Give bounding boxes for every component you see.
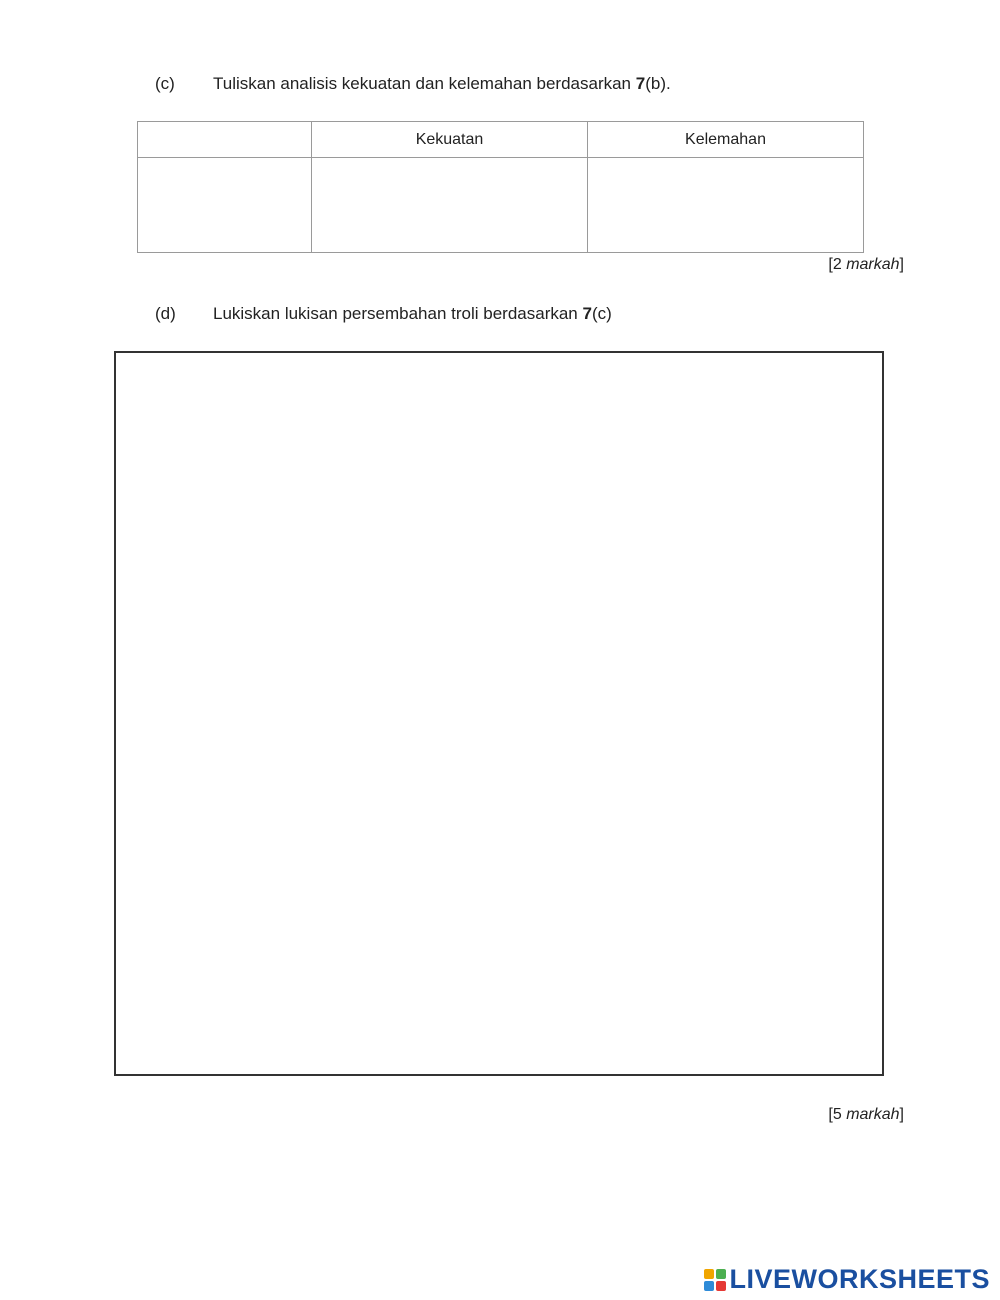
question-d-label: (d) [155, 304, 176, 323]
question-c-text: Tuliskan analisis kekuatan dan kelemahan berdasarkan [213, 74, 636, 93]
logo-square-red [716, 1281, 726, 1291]
marks-d-word: markah [846, 1106, 900, 1123]
marks-d-open: [5 [828, 1106, 847, 1123]
table-header-blank [138, 122, 312, 158]
question-c-ref-end: . [665, 74, 671, 93]
logo-square-blue [704, 1281, 714, 1291]
drawing-answer-box[interactable] [114, 351, 884, 1076]
question-c-label: (c) [155, 74, 175, 93]
brand-name: LIVEWORKSHEETS [729, 1264, 990, 1294]
table-header-kelemahan: Kelemahan [588, 122, 864, 158]
logo-square-green [716, 1269, 726, 1279]
question-c [155, 74, 671, 94]
question-c-ref-num: 7 [635, 74, 646, 93]
table-cell-label [138, 158, 312, 253]
marks-c-open: [2 [828, 256, 847, 273]
question-c-ref-sub: (b) [645, 74, 666, 93]
question-d-ref-sub: (c) [591, 304, 612, 323]
question-d [155, 304, 612, 324]
table-row [138, 158, 864, 253]
question-d-text: Lukiskan lukisan persembahan troli berdasarkan [213, 304, 583, 323]
table-header-row [138, 122, 864, 158]
marks-c [828, 256, 904, 274]
liveworksheets-brand [704, 1264, 990, 1295]
marks-c-word: markah [846, 256, 900, 273]
kelemahan-answer-cell[interactable] [588, 158, 864, 253]
table-header-kekuatan: Kekuatan [312, 122, 588, 158]
kekuatan-answer-cell[interactable] [312, 158, 588, 253]
marks-d [828, 1106, 904, 1124]
liveworksheets-logo-icon [704, 1269, 726, 1291]
marks-c-close: ] [899, 256, 904, 273]
question-d-ref-num: 7 [582, 304, 592, 323]
strength-weakness-table [137, 121, 864, 253]
marks-d-close: ] [899, 1106, 904, 1123]
logo-square-orange [704, 1269, 714, 1279]
